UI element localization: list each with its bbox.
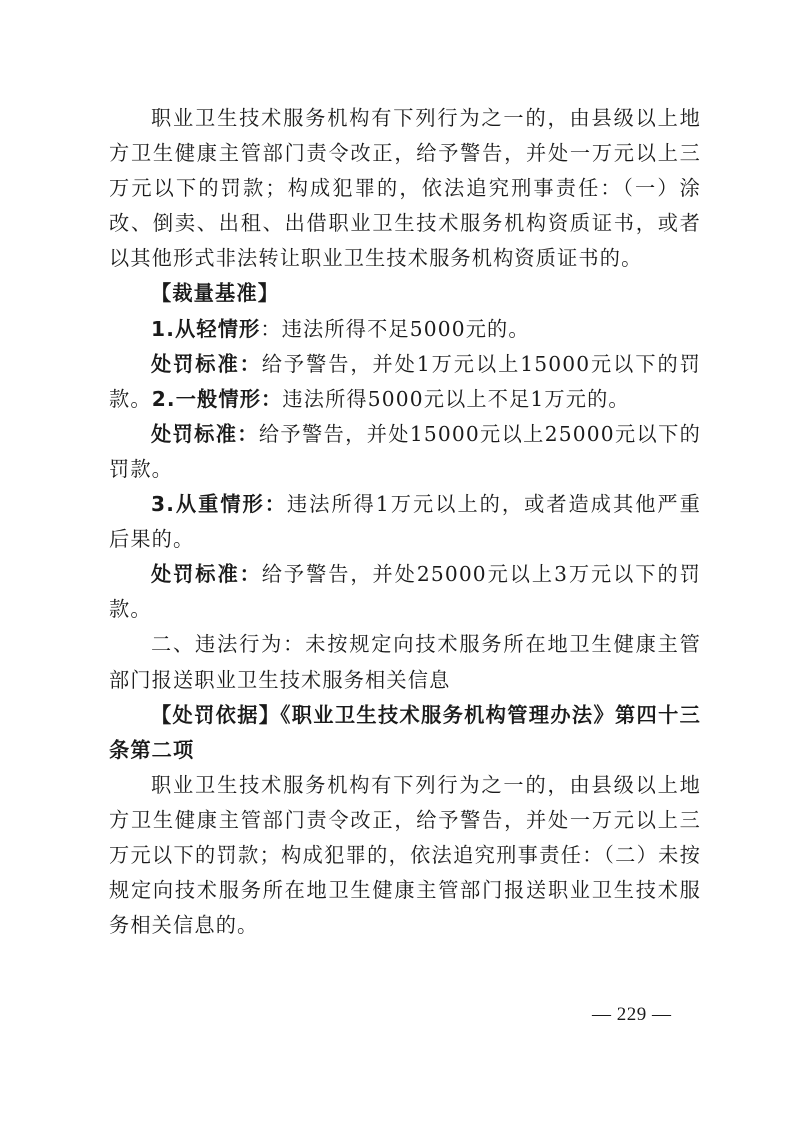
- lenient-case-text: ：违法所得不足5000元的。: [260, 316, 530, 341]
- severe-penalty-paragraph: [109, 557, 701, 627]
- lenient-penalty-label: 处罚标准：: [151, 351, 262, 376]
- lenient-penalty-text: 给予警告，并处1万元以上15000元以下的罚款。: [109, 351, 701, 411]
- general-penalty-paragraph: [109, 417, 701, 487]
- severe-case-label: 3.从重情形：: [151, 492, 288, 517]
- discretion-standard-heading: 【裁量基准】: [151, 281, 280, 306]
- severe-penalty-text: 给予警告，并处25000元以上3万元以下的罚款。: [109, 562, 701, 622]
- severe-case-text: 违法所得1万元以上的，或者造成其他严重后果的。: [109, 492, 701, 552]
- general-case-text: 违法所得5000元以上不足1万元的。: [282, 386, 630, 411]
- second-violation-description-paragraph: 职业卫生技术服务机构有下列行为之一的，由县级以上地方卫生健康主管部门责令改正，给予警告，并处一万元以上三万元以下的罚款；构成犯罪的，依法追究刑事责任：（二）未按规定向技术服务所在地卫生健康主管部门报送职业卫生技术服务相关信息的。: [109, 772, 701, 938]
- severe-penalty-label: 处罚标准：: [151, 562, 262, 587]
- lenient-case-paragraph: [109, 312, 701, 347]
- general-case-label: 2.一般情形：: [151, 386, 283, 411]
- lenient-case-label: 1.从轻情形: [151, 316, 261, 341]
- general-penalty-label: 处罚标准：: [151, 421, 259, 446]
- second-violation-paragraph: 二、违法行为：未按规定向技术服务所在地卫生健康主管部门报送职业卫生技术服务相关信息: [109, 632, 701, 692]
- severe-case-paragraph: [109, 487, 701, 557]
- general-penalty-text: 给予警告，并处15000元以上25000元以下的罚款。: [109, 421, 701, 481]
- violation-description-paragraph: 职业卫生技术服务机构有下列行为之一的，由县级以上地方卫生健康主管部门责令改正，给予警告，并处一万元以上三万元以下的罚款；构成犯罪的，依法追究刑事责任：（一）涂改、倒卖、出租、出借职业卫生技术服务机构资质证书，或者以其他形式非法转让职业卫生技术服务机构资质证书的。: [109, 106, 701, 271]
- lenient-penalty-paragraph: [109, 347, 701, 417]
- penalty-basis-heading: 【处罚依据】《职业卫生技术服务机构管理办法》第四十三条第二项: [109, 702, 701, 762]
- document-body: [109, 101, 701, 943]
- page-number: — 229 —: [592, 1004, 672, 1025]
